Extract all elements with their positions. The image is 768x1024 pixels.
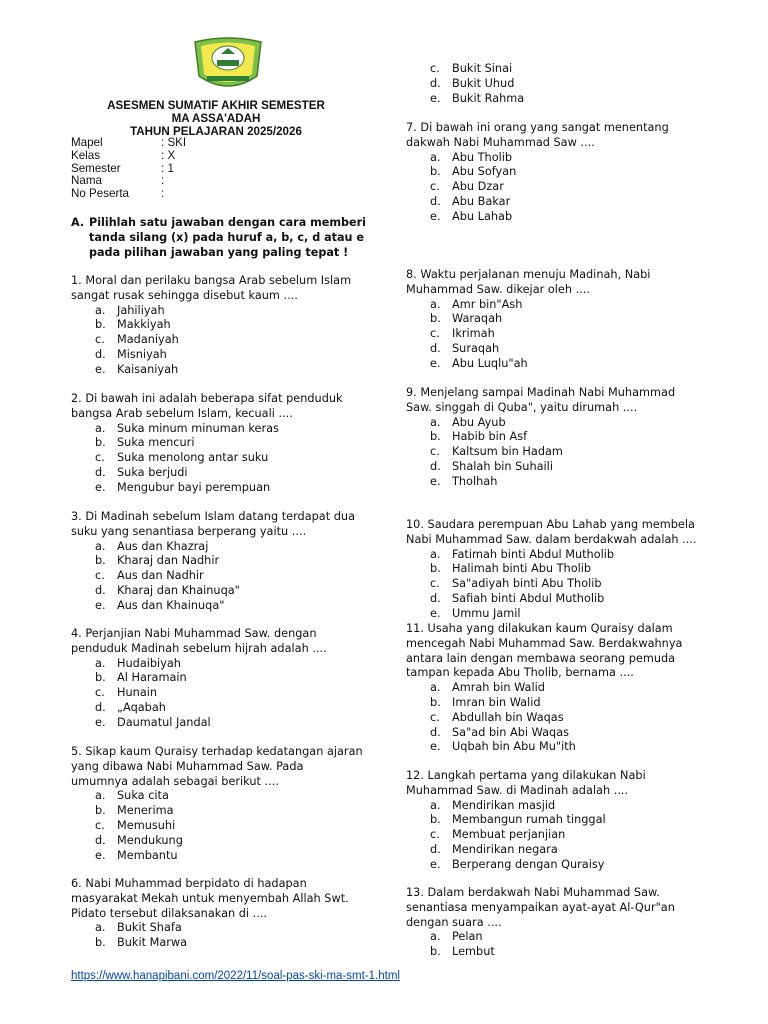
- question-2: [71, 392, 343, 496]
- option[interactable]: [71, 849, 363, 864]
- option-letter: c.: [430, 710, 440, 724]
- school-logo: [191, 36, 265, 92]
- option[interactable]: [71, 657, 327, 672]
- option-text: Tholhah: [452, 474, 498, 488]
- option-letter: e.: [430, 740, 441, 754]
- option-text: Suka cita: [117, 789, 169, 803]
- option[interactable]: [71, 936, 349, 951]
- question-10: [406, 518, 697, 622]
- option-text: Mendukung: [117, 833, 183, 847]
- question-text: 8. Waktu perjalanan menuju Madinah, Nabi: [406, 268, 651, 281]
- option[interactable]: [406, 548, 697, 563]
- option-text: Makkiyah: [117, 318, 171, 332]
- option[interactable]: [71, 671, 327, 686]
- option[interactable]: [71, 569, 355, 584]
- option-letter: e.: [430, 356, 441, 370]
- option-text: Habib bin Asf: [452, 430, 528, 444]
- option-letter: d.: [95, 465, 106, 479]
- option-letter: d.: [95, 700, 106, 714]
- option-letter: e.: [430, 606, 441, 620]
- option-letter: b.: [430, 695, 441, 709]
- option[interactable]: [406, 577, 697, 592]
- option[interactable]: [406, 726, 682, 741]
- option[interactable]: [71, 436, 343, 451]
- option-letter: b.: [95, 554, 106, 568]
- option[interactable]: [71, 716, 327, 731]
- option[interactable]: c. Bukit Sinai: [430, 62, 513, 75]
- option-letter: b.: [430, 165, 441, 179]
- student-info: [71, 137, 186, 201]
- option-letter: b.: [95, 436, 106, 450]
- academic-year: TAHUN PELAJARAN 2025/2026: [130, 125, 302, 138]
- meta-key: Mapel: [71, 136, 103, 149]
- option[interactable]: [406, 711, 682, 726]
- option-letter: e.: [430, 474, 441, 488]
- option[interactable]: [406, 607, 697, 622]
- option-text: Menerima: [117, 804, 174, 818]
- question-text: Muhammad Saw. dikejar oleh ....: [406, 282, 590, 296]
- option-text: Amr bin"Ash: [452, 297, 523, 311]
- option-text: Aus dan Nadhir: [117, 569, 204, 583]
- question-5: [71, 745, 363, 863]
- option[interactable]: [406, 195, 669, 210]
- section-mark: A.: [71, 216, 85, 229]
- question-text: sangat rusak sehingga disebut kaum ....: [71, 288, 298, 302]
- option[interactable]: [71, 701, 327, 716]
- option-text: Abu Lahab: [452, 209, 513, 223]
- option-text: Kharaj dan Khainuqa": [117, 583, 240, 597]
- question-4: [71, 627, 327, 731]
- option-letter: d.: [430, 459, 441, 473]
- question-text: 12. Langkah pertama yang dilakukan Nabi: [406, 769, 646, 782]
- option-text: Halimah binti Abu Tholib: [452, 562, 592, 576]
- meta-value: : X: [161, 148, 176, 162]
- option-letter: a.: [95, 303, 106, 317]
- question-text: mencegah Nabi Muhammad Saw. Berdakwahnya: [406, 636, 683, 650]
- option-text: Pelan: [452, 930, 483, 944]
- option-letter: c.: [95, 818, 105, 832]
- option[interactable]: [71, 686, 327, 701]
- instruction-line: Pilihlah satu jawaban dengan cara memberi: [89, 216, 366, 229]
- continued-options: [406, 62, 524, 106]
- option-letter: b.: [95, 804, 106, 818]
- question-text: masyarakat Mekah untuk menyembah Allah Swt.: [71, 891, 349, 905]
- option[interactable]: [406, 799, 646, 814]
- option-letter: c.: [430, 327, 440, 341]
- question-text: 10. Saudara perempuan Abu Lahab yang membela: [406, 518, 695, 531]
- option-letter: d.: [430, 341, 441, 355]
- question-text: 13. Dalam berdakwah Nabi Muhammad Saw.: [406, 886, 660, 899]
- school-name: MA ASSA'ADAH: [171, 112, 261, 125]
- option-letter: b.: [95, 318, 106, 332]
- question-text: 4. Perjanjian Nabi Muhammad Saw. dengan: [71, 627, 317, 640]
- option-letter: d.: [430, 591, 441, 605]
- instructions: [71, 215, 371, 260]
- option-letter: c.: [430, 180, 440, 194]
- option-text: Abu Bakar: [452, 194, 511, 208]
- option-text: Membantu: [117, 848, 178, 862]
- option[interactable]: [406, 342, 650, 357]
- exam-title: ASESMEN SUMATIF AKHIR SEMESTER: [107, 99, 325, 112]
- question-3: [71, 510, 355, 614]
- option-text: Suka mencuri: [117, 436, 195, 450]
- option[interactable]: [71, 304, 351, 319]
- question-1: [71, 274, 351, 378]
- option-text: Suka minum minuman keras: [117, 421, 279, 435]
- option[interactable]: [406, 562, 697, 577]
- option[interactable]: [406, 858, 646, 873]
- meta-value: :: [161, 187, 165, 201]
- option-letter: e.: [95, 598, 106, 612]
- option-text: Misniyah: [117, 347, 167, 361]
- option-letter: c.: [95, 333, 105, 347]
- option[interactable]: [406, 312, 650, 327]
- meta-key: Semester: [71, 161, 121, 175]
- option-text: Aus dan Khazraj: [117, 539, 209, 553]
- source-link[interactable]: https://www.hanapibani.com/2022/11/soal-pas-ski-ma-smt-1.html: [71, 970, 400, 982]
- option[interactable]: [406, 592, 697, 607]
- option[interactable]: [71, 804, 363, 819]
- option[interactable]: [406, 151, 669, 166]
- option-letter: b.: [95, 936, 106, 950]
- question-8: [406, 268, 650, 372]
- option[interactable]: [406, 298, 650, 313]
- option[interactable]: [71, 333, 351, 348]
- option-letter: a.: [430, 415, 441, 429]
- meta-value: :: [161, 174, 165, 188]
- option-text: Amrah bin Walid: [452, 681, 545, 695]
- option[interactable]: [71, 599, 355, 614]
- option-letter: e.: [95, 362, 106, 376]
- option-text: Kaisaniyah: [117, 362, 179, 376]
- option-text: „Aqabah: [117, 700, 166, 714]
- option[interactable]: [406, 416, 675, 431]
- option-text: Abu Sofyan: [452, 165, 517, 179]
- question-text: 11. Usaha yang dilakukan kaum Quraisy dalam: [406, 622, 673, 635]
- option-letter: a.: [430, 547, 441, 561]
- option-letter: a.: [430, 798, 441, 812]
- option-letter: a.: [430, 297, 441, 311]
- option-text: Suka berjudi: [117, 465, 188, 479]
- option-text: Mendirikan negara: [452, 842, 558, 856]
- option[interactable]: [406, 813, 646, 828]
- meta-value: : 1: [161, 161, 174, 175]
- option-text: Kharaj dan Nadhir: [117, 554, 220, 568]
- question-text: 3. Di Madinah sebelum Islam datang terdapat dua: [71, 510, 355, 523]
- option-text: Bukit Marwa: [117, 936, 188, 950]
- instruction-line: tanda silang (x) pada huruf a, b, c, d atau e: [89, 231, 365, 244]
- option-letter: c.: [95, 569, 105, 583]
- question-6: [71, 877, 349, 951]
- option[interactable]: [71, 554, 355, 569]
- option-letter: a.: [95, 921, 106, 935]
- option[interactable]: [71, 921, 349, 936]
- question-text: senantiasa menyampaikan ayat-ayat Al-Qur"an: [406, 900, 675, 914]
- option[interactable]: [71, 466, 343, 481]
- option[interactable]: [71, 789, 363, 804]
- question-text: Saw. singgah di Quba", yaitu dirumah ....: [406, 400, 638, 414]
- option-letter: b.: [430, 813, 441, 827]
- question-text: tampan kepada Abu Tholib, bernama ....: [406, 666, 634, 680]
- option[interactable]: [406, 327, 650, 342]
- option-letter: c.: [95, 686, 105, 700]
- option-letter: a.: [430, 150, 441, 164]
- option-letter: c.: [95, 451, 105, 465]
- option-letter: d.: [430, 194, 441, 208]
- question-11: [406, 622, 682, 755]
- option-text: Suraqah: [452, 341, 500, 355]
- option-text: Abu Tholib: [452, 150, 513, 164]
- option-text: Mendirikan masjid: [452, 798, 556, 812]
- option[interactable]: [406, 843, 646, 858]
- option[interactable]: [406, 475, 675, 490]
- option-text: Al Haramain: [117, 671, 187, 685]
- question-text: Nabi Muhammad Saw. dalam berdakwah adalah ....: [406, 532, 697, 546]
- question-text: dakwah Nabi Muhammad Saw ....: [406, 135, 595, 149]
- option-text: Abu Dzar: [452, 180, 504, 194]
- option-text: Uqbah bin Abu Mu"ith: [452, 740, 576, 754]
- option-text: Daumatul Jandal: [117, 715, 211, 729]
- option[interactable]: [71, 481, 343, 496]
- question-text: bangsa Arab sebelum Islam, kecuali ....: [71, 406, 293, 420]
- option-text: Membangun rumah tinggal: [452, 813, 606, 827]
- option-text: Bukit Shafa: [117, 921, 182, 935]
- question-text: 6. Nabi Muhammad berpidato di hadapan: [71, 877, 307, 890]
- meta-key: No Peserta: [71, 187, 129, 201]
- option-text: Hudaibiyah: [117, 656, 181, 670]
- option-text: Waraqah: [452, 312, 503, 326]
- option-text: Berperang dengan Quraisy: [452, 857, 605, 871]
- question-12: [406, 769, 646, 873]
- meta-key: Nama: [71, 174, 102, 188]
- option[interactable]: [406, 828, 646, 843]
- option-text: Ummu Jamil: [452, 606, 521, 620]
- option-letter: b.: [430, 430, 441, 444]
- option-letter: e.: [95, 480, 106, 494]
- option-letter: e.: [430, 209, 441, 223]
- option-letter: c.: [430, 445, 440, 459]
- option-letter: d.: [95, 583, 106, 597]
- option-text: Lembut: [452, 945, 495, 959]
- option-letter: a.: [430, 930, 441, 944]
- option-letter: b.: [430, 945, 441, 959]
- option-text: Fatimah binti Abdul Mutholib: [452, 547, 615, 561]
- option-text: Mengubur bayi perempuan: [117, 480, 271, 494]
- option-letter: e.: [430, 857, 441, 871]
- option-letter: a.: [95, 789, 106, 803]
- option-text: Ikrimah: [452, 327, 495, 341]
- question-text: 5. Sikap kaum Quraisy terhadap kedatangan ajaran: [71, 745, 363, 758]
- option[interactable]: e. Bukit Rahma: [430, 91, 525, 105]
- option-letter: a.: [95, 539, 106, 553]
- option-text: Abu Ayub: [452, 415, 506, 429]
- option[interactable]: [71, 363, 351, 378]
- option[interactable]: [406, 445, 675, 460]
- question-text: 1. Moral dan perilaku bangsa Arab sebelum Islam: [71, 274, 352, 287]
- option-letter: a.: [95, 421, 106, 435]
- question-13: [406, 886, 675, 960]
- option[interactable]: [71, 834, 363, 849]
- option-text: Kaltsum bin Hadam: [452, 445, 563, 459]
- option-letter: d.: [430, 725, 441, 739]
- question-9: [406, 386, 675, 490]
- question-text: antara lain dengan membawa seorang pemuda: [406, 651, 676, 665]
- option-text: Shalah bin Suhaili: [452, 459, 553, 473]
- question-text: umumnya adalah sebagai berikut ....: [71, 774, 279, 788]
- option[interactable]: [406, 945, 675, 960]
- option[interactable]: [406, 681, 682, 696]
- question-text: 7. Di bawah ini orang yang sangat menentang: [406, 121, 669, 134]
- option[interactable]: [406, 930, 675, 945]
- option-letter: e.: [95, 848, 106, 862]
- question-text: dengan suara ....: [406, 915, 502, 929]
- option-letter: b.: [430, 312, 441, 326]
- question-text: penduduk Madinah sebelum hijrah adalah ....: [71, 641, 327, 655]
- option[interactable]: [406, 696, 682, 711]
- option[interactable]: [71, 451, 343, 466]
- option[interactable]: [71, 348, 351, 363]
- option[interactable]: [406, 460, 675, 475]
- question-text: 9. Menjelang sampai Madinah Nabi Muhammad: [406, 386, 676, 399]
- option-text: Hunain: [117, 686, 158, 700]
- question-text: yang dibawa Nabi Muhammad Saw. Pada: [71, 759, 304, 773]
- question-text: 2. Di bawah ini adalah beberapa sifat penduduk: [71, 392, 343, 405]
- option-text: Abu Luqlu"ah: [452, 356, 528, 370]
- option[interactable]: [406, 210, 669, 225]
- option-letter: d.: [95, 833, 106, 847]
- option-text: Abdullah bin Waqas: [452, 710, 564, 724]
- option[interactable]: [71, 584, 355, 599]
- question-7: [406, 121, 669, 225]
- question-text: suku yang senantiasa berperang yaitu ....: [71, 524, 307, 538]
- option[interactable]: [71, 819, 363, 834]
- option-text: Imran bin Walid: [452, 695, 541, 709]
- instruction-line: pada pilihan jawaban yang paling tepat !: [89, 246, 349, 259]
- option[interactable]: [406, 165, 669, 180]
- question-text: Muhammad Saw. di Madinah adalah ....: [406, 783, 629, 797]
- option-letter: c.: [430, 577, 440, 591]
- option-text: Madaniyah: [117, 333, 179, 347]
- option-letter: a.: [430, 681, 441, 695]
- option-text: Sa"ad bin Abi Waqas: [452, 725, 570, 739]
- option[interactable]: [406, 357, 650, 372]
- option[interactable]: d. Bukit Uhud: [430, 76, 515, 90]
- option[interactable]: [406, 430, 675, 445]
- option-text: Memusuhi: [117, 818, 176, 832]
- option-letter: d.: [430, 842, 441, 856]
- option-text: Suka menolong antar suku: [117, 451, 269, 465]
- option-text: Membuat perjanjian: [452, 828, 566, 842]
- option[interactable]: [406, 740, 682, 755]
- question-text: Pidato tersebut dilaksanakan di ....: [71, 906, 268, 920]
- option[interactable]: [71, 318, 351, 333]
- option-text: Safiah binti Abdul Mutholib: [452, 591, 605, 605]
- meta-key: Kelas: [71, 148, 101, 162]
- option-letter: e.: [95, 715, 106, 729]
- option-text: Aus dan Khainuqa": [117, 598, 225, 612]
- option-letter: b.: [95, 671, 106, 685]
- option[interactable]: [71, 422, 343, 437]
- option-letter: c.: [430, 828, 440, 842]
- option-letter: b.: [430, 562, 441, 576]
- option-text: Jahiliyah: [117, 303, 165, 317]
- option-letter: d.: [95, 347, 106, 361]
- option[interactable]: [406, 180, 669, 195]
- option[interactable]: [71, 540, 355, 555]
- meta-value: : SKI: [161, 136, 187, 149]
- option-letter: a.: [95, 656, 106, 670]
- option-text: Sa"adiyah binti Abu Tholib: [452, 577, 602, 591]
